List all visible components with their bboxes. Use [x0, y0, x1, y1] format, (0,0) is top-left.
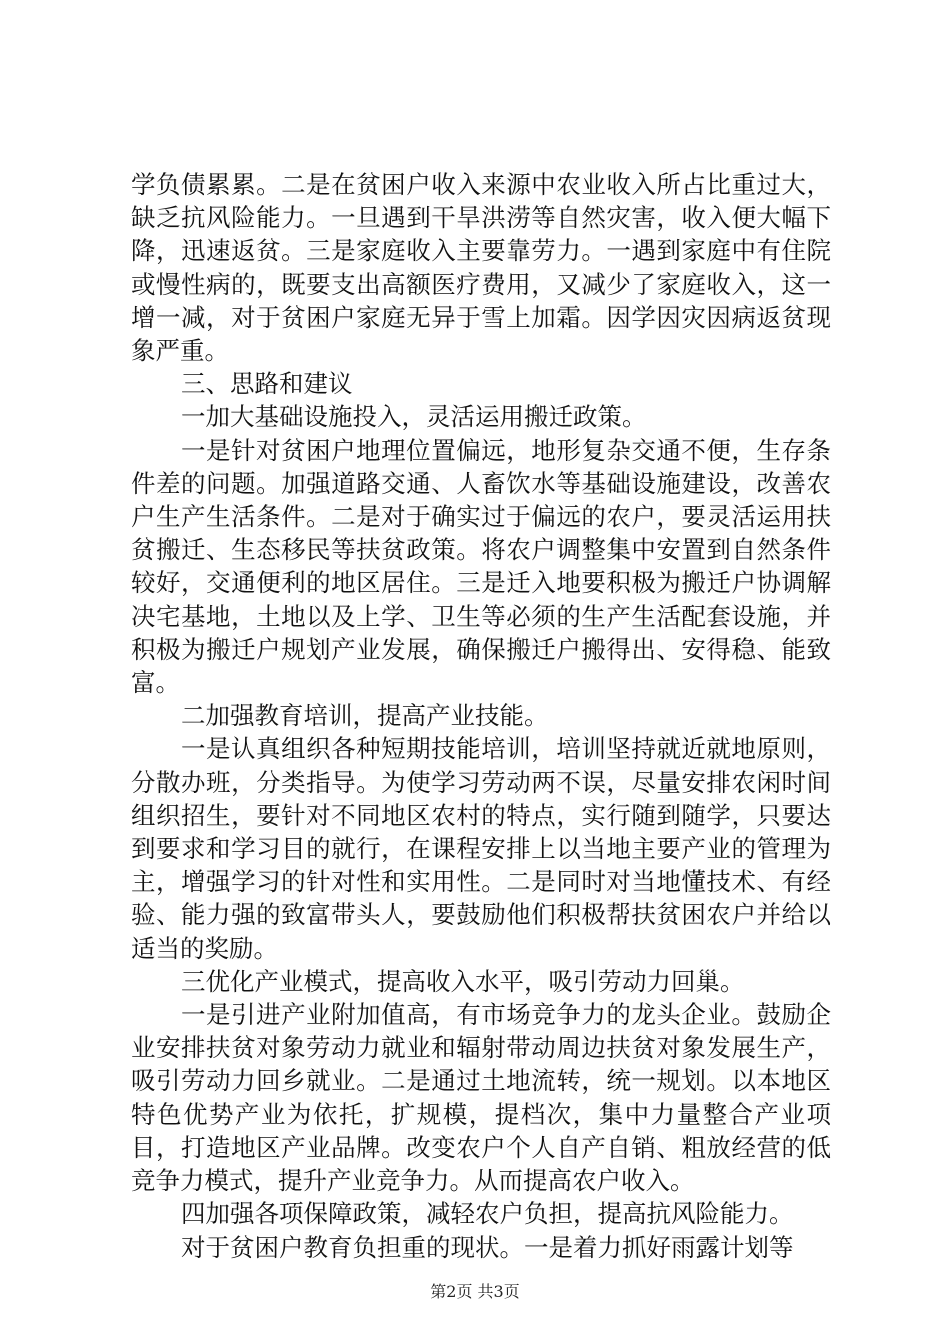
- section-heading: 三、思路和建议: [181, 369, 353, 399]
- document-body: [131, 168, 831, 1264]
- paragraph-4: 对于贫困户教育负担重的现状。一是着力抓好雨露计划等: [181, 1232, 794, 1262]
- paragraph-continuation: 学负债累累。二是在贫困户收入来源中农业收入所占比重过大，缺乏抗风险能力。一旦遇到干旱洪涝等自然灾害，收入便大幅下降，迅速返贫。三是家庭收入主要靠劳力。一遇到家庭中有住院或慢性病的，既要支出高额医疗费用，又减少了家庭收入，这一增一减，对于贫困户家庭无异于雪上加霜。因学因灾因病返贫现象严重。: [131, 170, 831, 366]
- subheading-4: 四加强各项保障政策，减轻农户负担，提高抗风险能力。: [181, 1199, 794, 1229]
- subheading-1: 一加大基础设施投入，灵活运用搬迁政策。: [181, 402, 647, 432]
- subheading-2: 二加强教育培训，提高产业技能。: [181, 701, 549, 731]
- paragraph-3: 一是引进产业附加值高，有市场竞争力的龙头企业。鼓励企业安排扶贫对象劳动力就业和辐射带动周边扶贫对象发展生产，吸引劳动力回乡就业。二是通过土地流转，统一规划。以本地区特色优势产业为依托，扩规模，提档次，集中力量整合产业项目，打造地区产业品牌。改变农户个人自产自销、粗放经营的低竞争力模式，提升产业竞争力。从而提高农户收入。: [131, 1000, 831, 1196]
- paragraph-2: 一是认真组织各种短期技能培训，培训坚持就近就地原则，分散办班，分类指导。为使学习劳动两不误，尽量安排农闲时间组织招生，要针对不同地区农村的特点，实行随到随学，只要达到要求和学习目的就行，在课程安排上以当地主要产业的管理为主，增强学习的针对性和实用性。二是同时对当地懂技术、有经验、能力强的致富带头人，要鼓励他们积极帮扶贫困农户并给以适当的奖励。: [131, 734, 831, 963]
- page-footer: 第2页 共3页: [430, 1282, 520, 1301]
- paragraph-1: 一是针对贫困户地理位置偏远，地形复杂交通不便，生存条件差的问题。加强道路交通、人畜饮水等基础设施建设，改善农户生产生活条件。二是对于确实过于偏远的农户，要灵活运用扶贫搬迁、生态移民等扶贫政策。将农户调整集中安置到自然条件较好，交通便利的地区居住。三是迁入地要积极为搬迁户协调解决宅基地，土地以及上学、卫生等必须的生产生活配套设施，并积极为搬迁户规划产业发展，确保搬迁户搬得出、安得稳、能致富。: [131, 435, 831, 698]
- subheading-3: 三优化产业模式，提高收入水平，吸引劳动力回巢。: [181, 966, 745, 996]
